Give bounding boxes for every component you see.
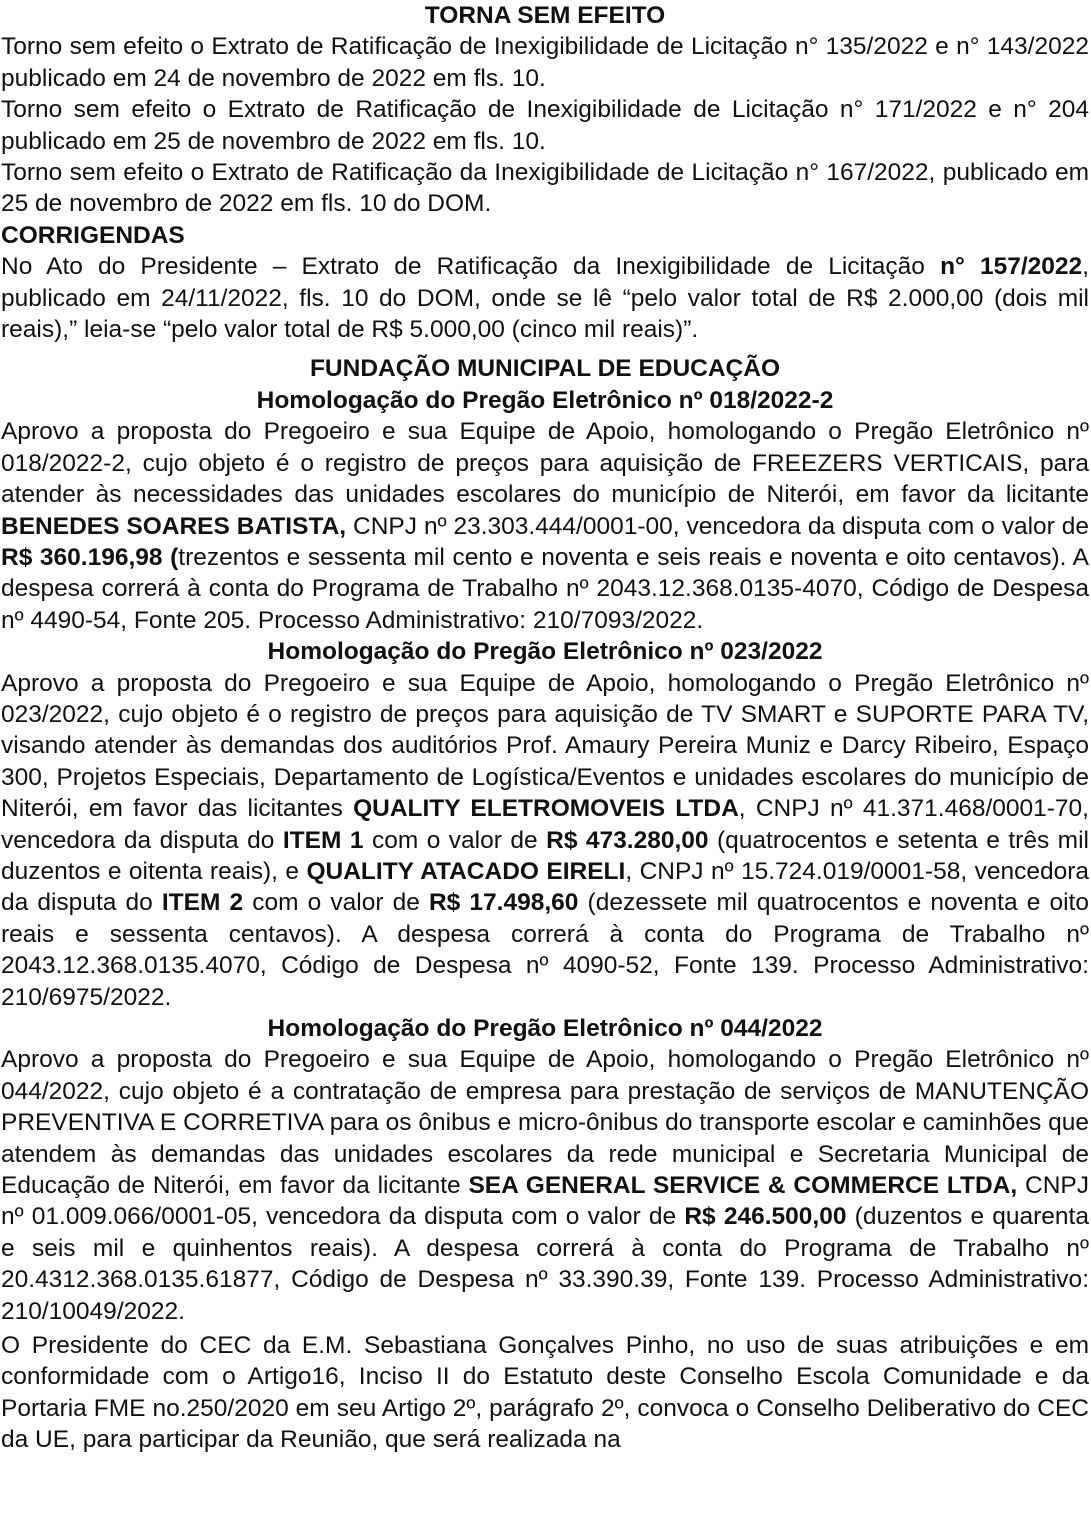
pregao-044-text-3: (duzentos e quarenta e seis mil e quinhentos reais). A despesa correrá à conta do Programa de Trabalho nº 20.4312.368.0135.61877, Código de Despesa nº 33.390.39, Fonte 139. Processo Administrativo: 210/10049/2022. xyxy=(1,1203,1089,1325)
pregao-023-text-1: Aprovo a proposta do Pregoeiro e sua Equipe de Apoio, homologando o Pregão Eletrônico nº 023/2022, cujo objeto é o registro de preços para aquisição de TV SMART e SUPORTE PARA TV, visando atender às demandas dos auditórios Prof. Amaury Pereira Muniz e Darcy Ribeiro, Espaço 300, Projetos Especiais, Departamento de Logística/Eventos e unidades escolares do município de Niterói, em favor das licitantes xyxy=(1,669,1089,823)
fundacao-section xyxy=(1,353,1089,1327)
pregao-018-text-3: trezentos e sessenta mil cento e noventa e seis reais e noventa e oito centavos). A despesa correrá à conta do Programa de Trabalho nº 2043.12.368.0135-4070, Código de Despesa nº 4490-54, Fonte 205. Processo Administrativo: 210/7093/2022. xyxy=(1,543,1089,634)
pregao-023-bold-3: R$ 473.280,00 xyxy=(546,826,709,854)
pregao-023-text-4: (quatrocentos e setenta e três mil duzentos e oitenta reais), e xyxy=(1,826,1089,885)
pregao-044-paragraph xyxy=(1,1044,1089,1327)
torna-sem-efeito-section xyxy=(1,0,1089,220)
torna-sem-efeito-heading: TORNA SEM EFEITO xyxy=(424,2,666,29)
corrigendas-bold-1: n° 157/2022 xyxy=(940,253,1083,281)
corrigendas-text-1: No Ato do Presidente – Extrato de Ratificação da Inexigibilidade de Licitação xyxy=(1,253,941,281)
pregao-018-text-1: Aprovo a proposta do Pregoeiro e sua Equipe de Apoio, homologando o Pregão Eletrônico nº 018/2022-2, cujo objeto é o registro de preços para aquisição de FREEZERS VERTICAIS, para atender às necessidades das unidades escolares do município de Niterói, em favor da licitante xyxy=(1,418,1089,509)
corrigendas-paragraph xyxy=(1,251,1089,345)
fundacao-heading: FUNDAÇÃO MUNICIPAL DE EDUCAÇÃO xyxy=(309,355,781,383)
corrigendas-heading: CORRIGENDAS xyxy=(1,221,185,249)
torna-item-2: Torno sem efeito o Extrato de Ratificação de Inexigibilidade de Licitação n° 171/2022 e n° 204 publicado em 25 de novembro de 2022 em fls. 10. xyxy=(1,96,1089,155)
pregao-023-text-3: com o valor de xyxy=(363,826,547,854)
torna-item-1: Torno sem efeito o Extrato de Ratificação de Inexigibilidade de Licitação n° 135/2022 e n° 143/2022 publicado em 24 de novembro de 2022 em fls. 10. xyxy=(1,33,1089,92)
pregao-023-text-2: , CNPJ nº 41.371.468/0001-70, vencedora da disputa do xyxy=(1,795,1089,854)
cec-section xyxy=(1,1330,1089,1456)
pregao-044-bold-1: SEA GENERAL SERVICE & COMMERCE LTDA, xyxy=(468,1172,1018,1200)
pregao-018-bold-1: BENEDES SOARES BATISTA, xyxy=(1,512,347,540)
pregao-044-text-2: CNPJ nº 01.009.066/0001-05, vencedora da disputa com o valor de xyxy=(1,1172,1089,1231)
corrigendas-text-2: , publicado em 24/11/2022, fls. 10 do DOM, onde se lê “pelo valor total de R$ 2.000,00 (dois mil reais),” leia-se “pelo valor total de R$ 5.000,00 (cinco mil reais)”. xyxy=(1,253,1089,344)
torna-item-3: Torno sem efeito o Extrato de Ratificação da Inexigibilidade de Licitação n° 167/2022, publicado em 25 de novembro de 2022 em fls. 10 do DOM. xyxy=(1,159,1089,218)
pregao-018-bold-2: R$ 360.196,98 ( xyxy=(1,543,179,571)
pregao-023-bold-6: R$ 17.498,60 xyxy=(428,889,579,917)
pregao-044-heading: Homologação do Pregão Eletrônico nº 044/2022 xyxy=(267,1015,823,1042)
pregao-023-text-5: , CNPJ nº 15.724.019/0001-58, vencedora da disputa do xyxy=(1,857,1089,917)
pregao-044-bold-2: R$ 246.500,00 xyxy=(684,1203,847,1231)
pregao-044-text-1: Aprovo a proposta do Pregoeiro e sua Equipe de Apoio, homologando o Pregão Eletrônico nº 044/2022, cujo objeto é a contratação de empresa para prestação de serviços de MANUTENÇÃO PREVENTIVA E CORRETIVA para os ônibus e micro-ônibus do transporte escolar e caminhões que atendem às demandas das unidades escolares da rede municipal e Secretaria Municipal de Educação de Niterói, em favor da licitante xyxy=(1,1046,1089,1200)
pregao-023-bold-1: QUALITY ELETROMOVEIS LTDA xyxy=(353,795,739,823)
pregao-018-text-2: CNPJ nº 23.303.444/0001-00, vencedora da disputa com o valor de xyxy=(346,512,1090,540)
corrigendas-section xyxy=(1,220,1089,346)
pregao-023-heading: Homologação do Pregão Eletrônico nº 023/2022 xyxy=(267,638,823,666)
pregao-018-heading: Homologação do Pregão Eletrônico nº 018/2022-2 xyxy=(256,386,834,414)
pregao-023-text-6: com o valor de xyxy=(243,889,429,917)
pregao-023-text-7: (dezessete mil quatrocentos e noventa e oito reais e sessenta centavos). A despesa correrá à conta do Programa de Trabalho nº 2043.12.368.0135.4070, Código de Despesa nº 4090-52, Fonte 139. Processo Administrativo: 210/6975/2022. xyxy=(1,889,1089,1011)
pregao-023-paragraph xyxy=(1,668,1089,1013)
pregao-018-paragraph xyxy=(1,416,1089,636)
cec-paragraph: O Presidente do CEC da E.M. Sebastiana Gonçalves Pinho, no uso de suas atribuições e em conformidade com o Artigo16, Inciso II do Estatuto deste Conselho Escola Comunidade e da Portaria FME no.250/2020 em seu Artigo 2º, parágrafo 2º, convoca o Conselho Deliberativo do CEC da UE, para participar da Reunião, que será realizada na xyxy=(1,1332,1089,1454)
pregao-023-bold-4: QUALITY ATACADO EIRELI xyxy=(306,857,626,885)
pregao-023-bold-5: ITEM 2 xyxy=(161,889,244,917)
pregao-023-bold-2: ITEM 1 xyxy=(282,826,364,854)
